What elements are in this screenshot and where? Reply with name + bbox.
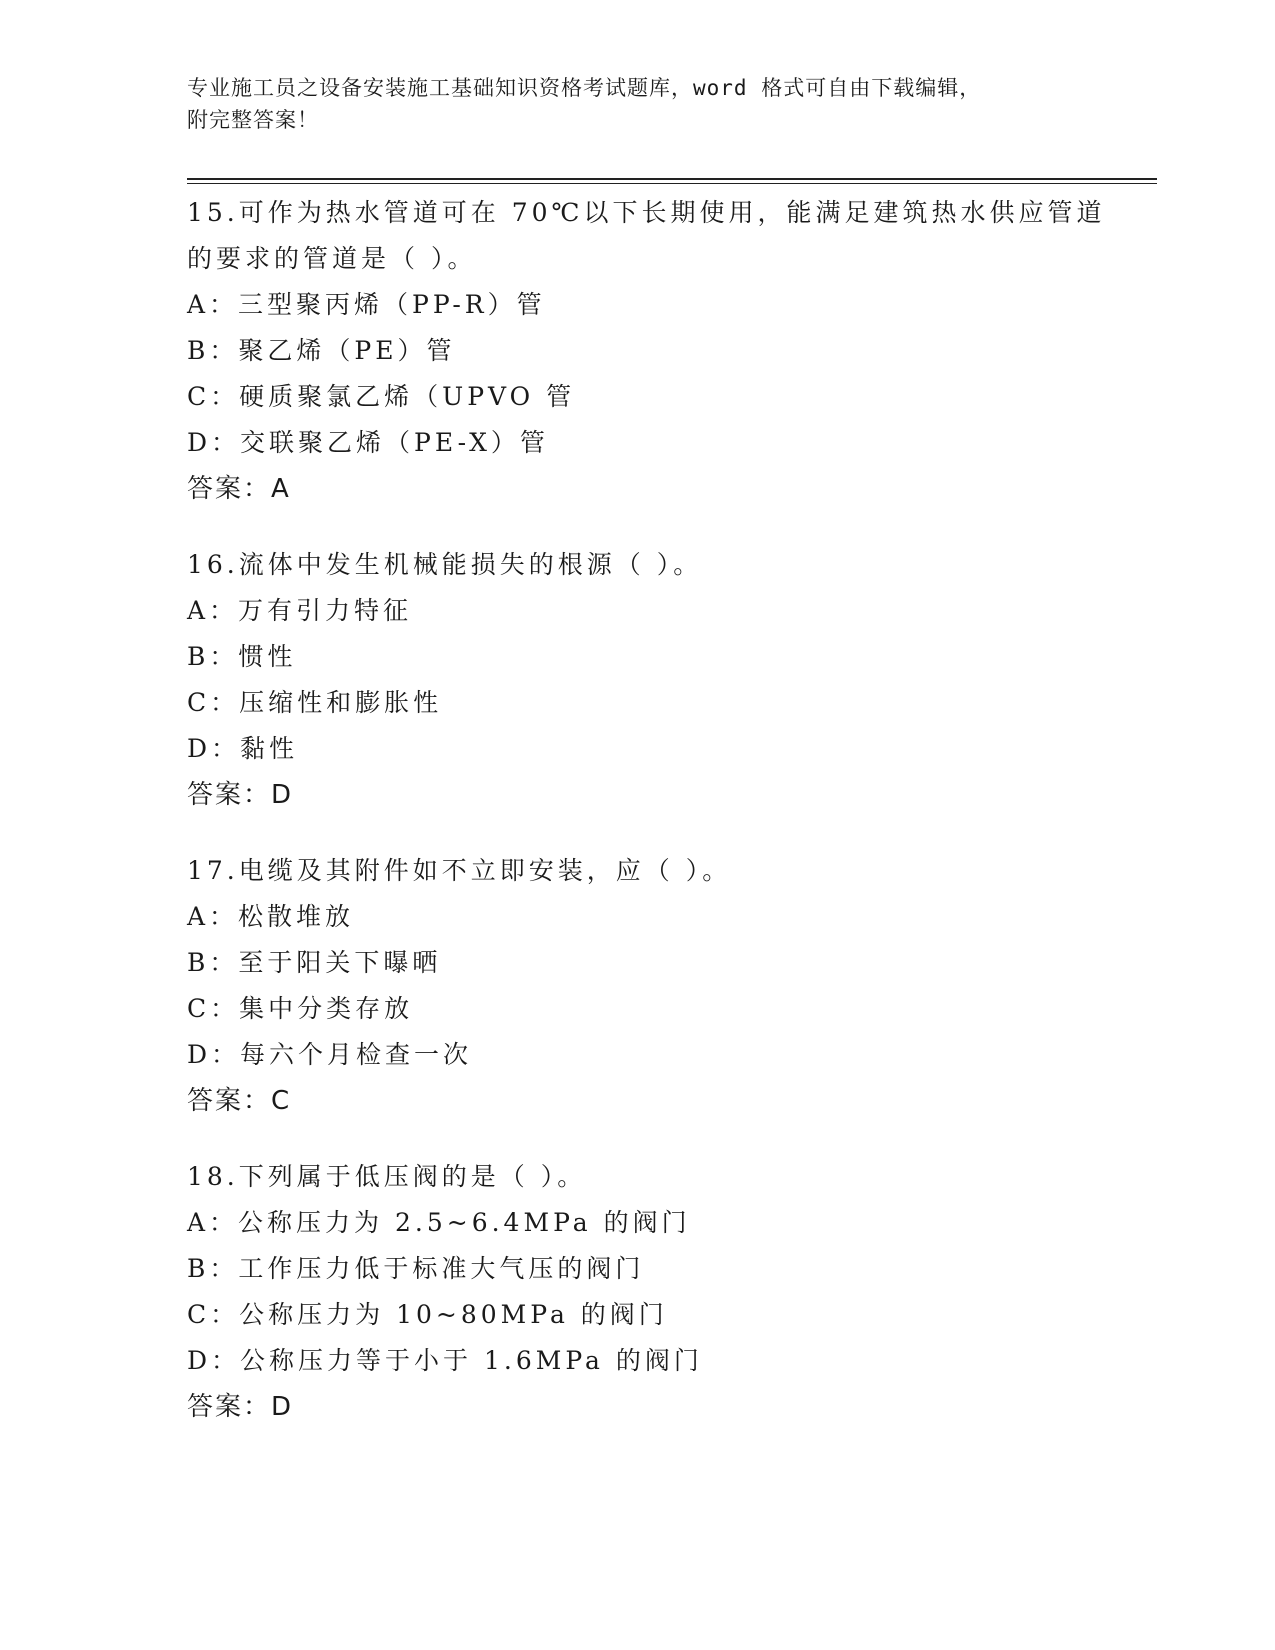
header-divider-thick <box>187 178 1157 180</box>
answer-label: 答案：A <box>187 474 291 504</box>
question-18 <box>187 1154 1087 1430</box>
option-d: D：公称压力等于小于 1.6MPa 的阀门 <box>187 1346 703 1375</box>
option-b: B：聚乙烯（PE）管 <box>187 336 456 365</box>
header-divider-thin <box>187 183 1157 184</box>
option-d: D：每六个月检查一次 <box>187 1040 473 1069</box>
document-header <box>187 72 1087 136</box>
question-list <box>187 190 1106 1460</box>
answer-label: 答案：D <box>187 1392 294 1422</box>
question-16 <box>187 542 1087 818</box>
question-17 <box>187 848 1087 1124</box>
option-c: C：集中分类存放 <box>187 994 414 1023</box>
option-c: C：公称压力为 10~80MPa 的阀门 <box>187 1300 668 1329</box>
option-d: D：黏性 <box>187 734 299 763</box>
header-title-line-1: 专业施工员之设备安装施工基础知识资格考试题库，word 格式可自由下载编辑， <box>187 76 982 100</box>
option-a: A：三型聚丙烯（PP-R）管 <box>187 290 546 319</box>
question-stem: 18.下列属于低压阀的是（ ）。 <box>187 1162 587 1191</box>
question-15 <box>187 190 1106 512</box>
question-stem-continued: 的要求的管道是（ ）。 <box>187 244 477 273</box>
option-a: A：公称压力为 2.5~6.4MPa 的阀门 <box>187 1208 691 1237</box>
option-d: D：交联聚乙烯（PE-X）管 <box>187 428 549 457</box>
answer-label: 答案：C <box>187 1086 292 1116</box>
question-stem: 15.可作为热水管道可在 70℃以下长期使用，能满足建筑热水供应管道 <box>187 198 1106 227</box>
option-c: C：硬质聚氯乙烯（UPVO 管 <box>187 382 576 411</box>
option-b: B：惯性 <box>187 642 297 671</box>
option-a: A：万有引力特征 <box>187 596 413 625</box>
option-b: B：工作压力低于标准大气压的阀门 <box>187 1254 645 1283</box>
answer-label: 答案：D <box>187 780 294 810</box>
question-stem: 16.流体中发生机械能损失的根源（ ）。 <box>187 550 703 579</box>
header-title-line-2: 附完整答案！ <box>187 108 319 132</box>
option-a: A：松散堆放 <box>187 902 355 931</box>
option-c: C：压缩性和膨胀性 <box>187 688 443 717</box>
option-b: B：至于阳关下曝晒 <box>187 948 442 977</box>
question-stem: 17.电缆及其附件如不立即安装，应（ ）。 <box>187 856 732 885</box>
